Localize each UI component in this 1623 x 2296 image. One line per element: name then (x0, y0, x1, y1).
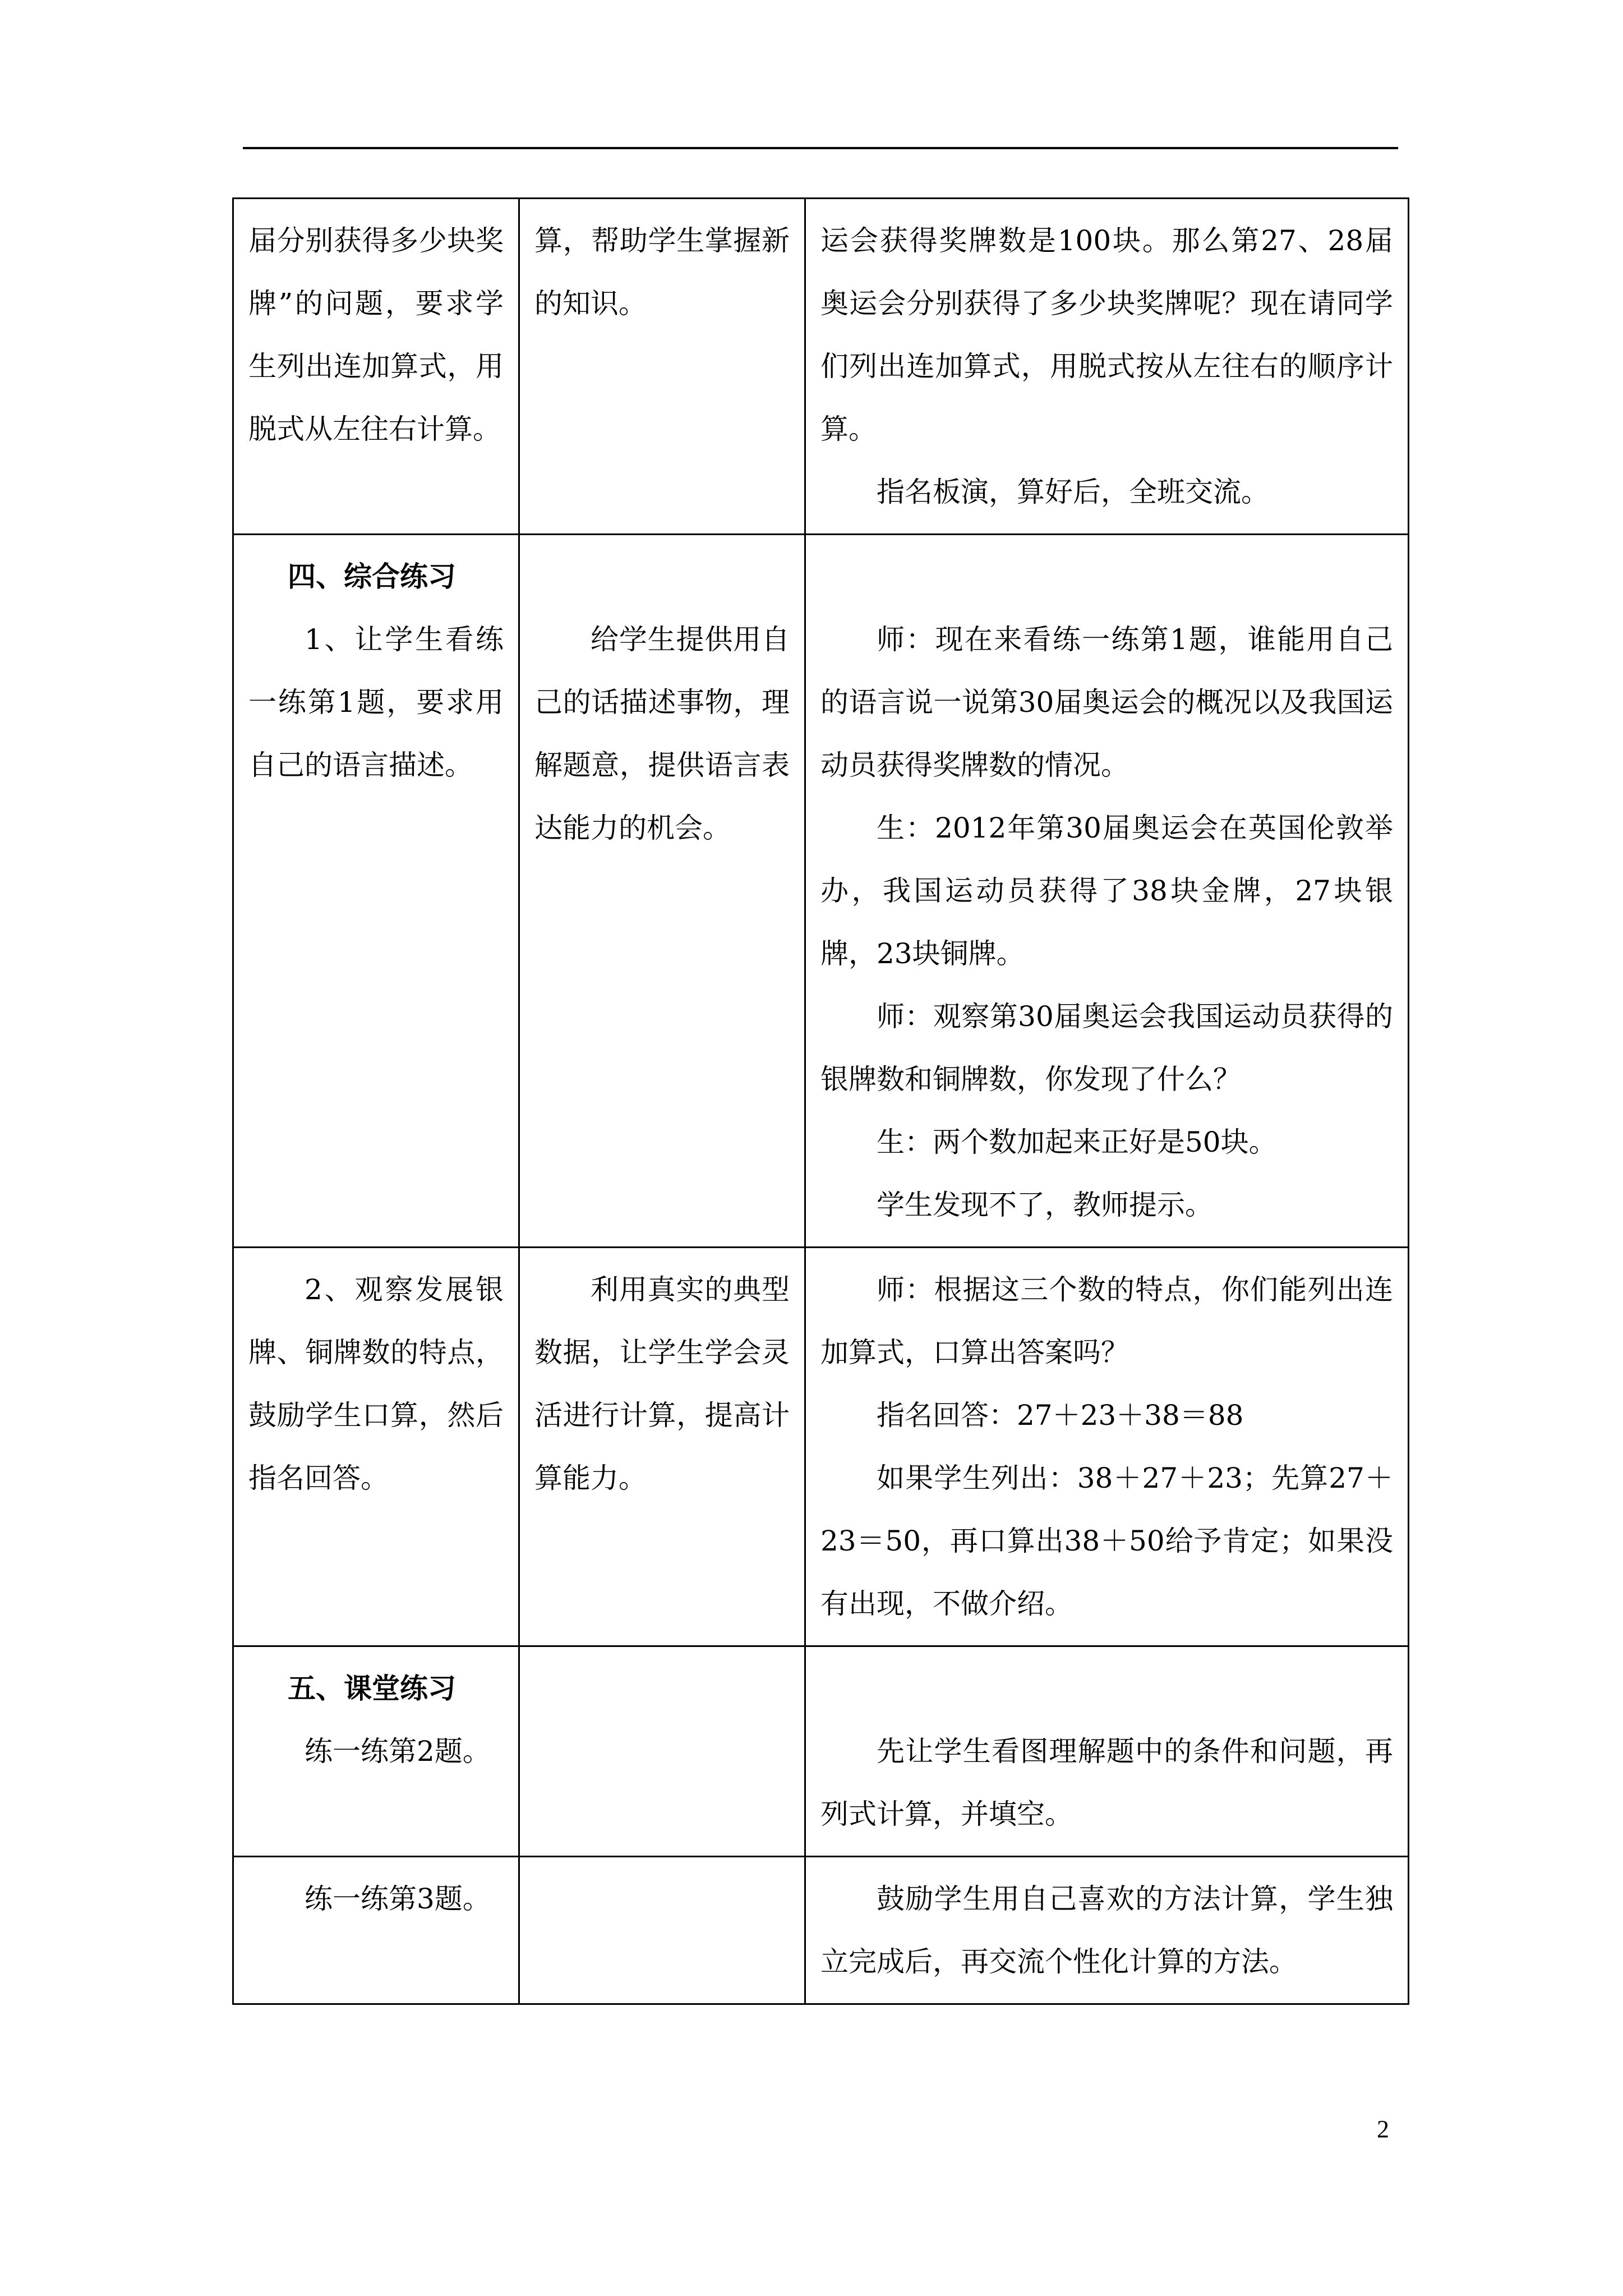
page-number: 2 (1377, 2115, 1389, 2143)
process-cell (805, 535, 1409, 1248)
activity-cell (233, 199, 519, 535)
activity-text: 届分别获得多少块奖牌”的问题，要求学生列出连加算式，用脱式从左往右计算。 (248, 224, 504, 445)
process-text: 师：现在来看练一练第1题，谁能用自己的语言说一说第30届奥运会的概况以及我国运动员获得奖牌数的情况。 (820, 623, 1393, 781)
process-text: 生：两个数加起来正好是50块。 (877, 1126, 1277, 1158)
process-text: 师：观察第30届奥运会我国运动员获得的银牌数和铜牌数，你发现了什么？ (820, 1000, 1393, 1096)
intent-text: 给学生提供用自己的话描述事物，理解题意，提供语言表达能力的机会。 (534, 623, 790, 844)
activity-text: 练一练第2题。 (305, 1735, 491, 1768)
process-text: 鼓励学生用自己喜欢的方法计算，学生独立完成后，再交流个性化计算的方法。 (820, 1883, 1393, 1978)
table-row (233, 1248, 1409, 1646)
process-text: 师：根据这三个数的特点，你们能列出连加算式，口算出答案吗？ (820, 1273, 1393, 1369)
intent-cell (519, 1248, 805, 1646)
intent-cell (519, 1857, 805, 2004)
activity-cell (233, 535, 519, 1248)
table-row (233, 535, 1409, 1248)
process-text: 生：2012年第30届奥运会在英国伦敦举办，我国运动员获得了38块金牌，27块银牌，23块铜牌。 (820, 812, 1393, 970)
process-text: 指名回答：27＋23＋38＝88 (877, 1399, 1244, 1432)
process-text: 运会获得奖牌数是100块。那么第27、28届奥运会分别获得了多少块奖牌呢？现在请同学们列出连加算式，用脱式按从左往右的顺序计算。 (820, 224, 1393, 445)
intent-cell (519, 199, 805, 535)
process-text: 学生发现不了，教师提示。 (877, 1189, 1213, 1221)
activity-cell (233, 1857, 519, 2004)
activity-text: 练一练第3题。 (305, 1883, 491, 1915)
intent-cell (519, 1646, 805, 1857)
section-heading: 四、综合练习 (288, 560, 456, 593)
activity-cell (233, 1248, 519, 1646)
table-row (233, 1857, 1409, 2004)
process-cell (805, 1857, 1409, 2004)
process-text: 指名板演，算好后，全班交流。 (877, 476, 1269, 508)
intent-cell (519, 535, 805, 1248)
table-row (233, 1646, 1409, 1857)
process-cell (805, 1646, 1409, 1857)
process-cell (805, 199, 1409, 535)
table-row (233, 199, 1409, 535)
activity-text: 2、观察发展银牌、铜牌数的特点，鼓励学生口算，然后指名回答。 (248, 1273, 504, 1494)
activity-cell (233, 1646, 519, 1857)
header-rule (243, 147, 1398, 149)
process-cell (805, 1248, 1409, 1646)
process-text: 先让学生看图理解题中的条件和问题，再列式计算，并填空。 (820, 1735, 1393, 1830)
lesson-plan-table (232, 197, 1409, 2005)
process-text: 如果学生列出：38＋27＋23；先算27＋23＝50，再口算出38＋50给予肯定；如果没有出现，不做介绍。 (820, 1462, 1393, 1620)
section-heading: 五、课堂练习 (288, 1672, 456, 1705)
activity-text: 1、让学生看练一练第1题，要求用自己的语言描述。 (248, 623, 504, 781)
intent-text: 算，帮助学生掌握新的知识。 (534, 224, 790, 320)
intent-text: 利用真实的典型数据，让学生学会灵活进行计算，提高计算能力。 (534, 1273, 790, 1494)
